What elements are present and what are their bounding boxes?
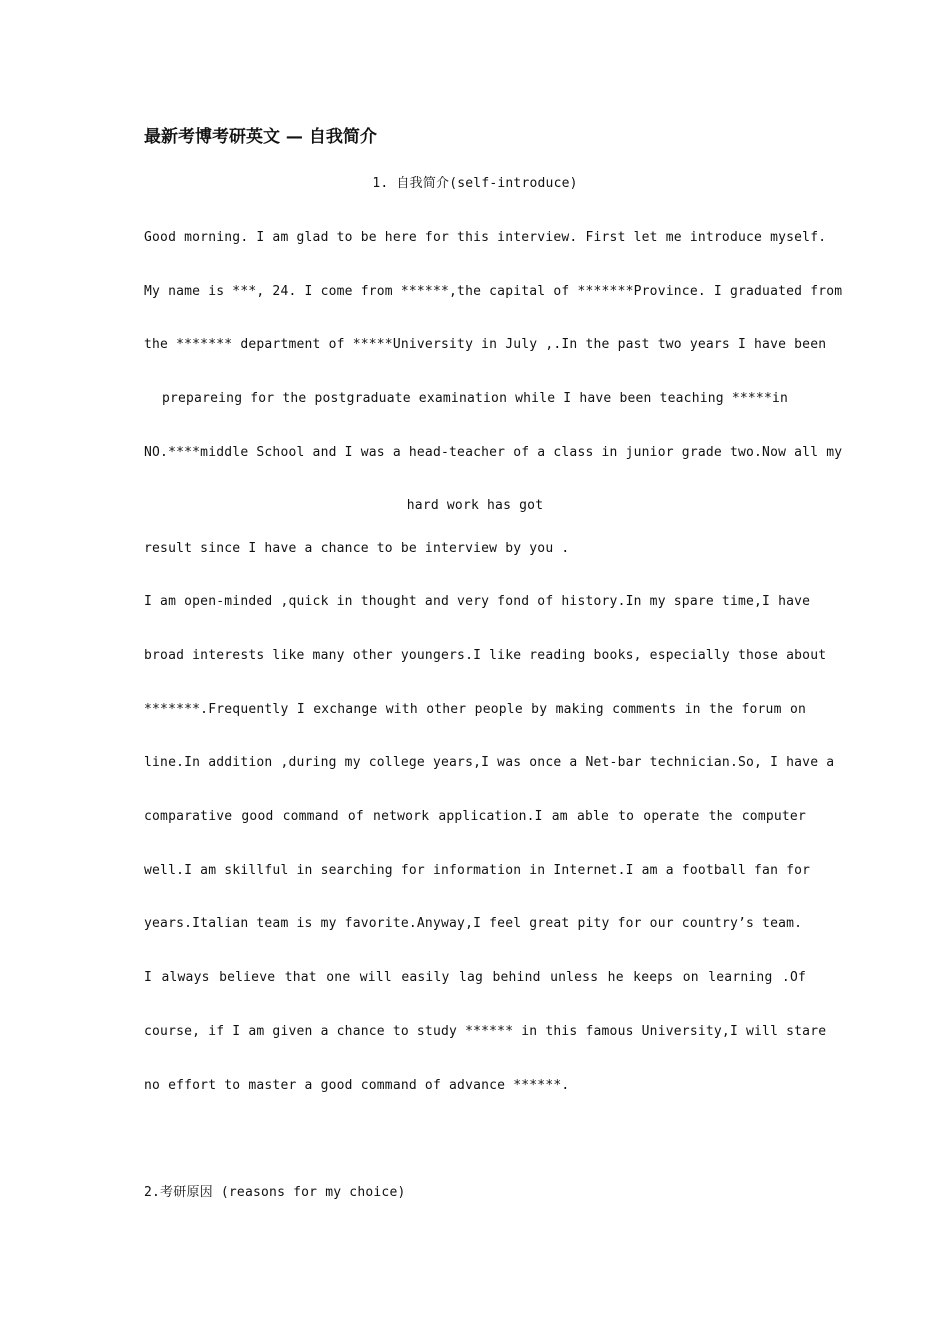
text-line: I always believe that one will easily lag behind unless he keeps on learning .Of: [144, 970, 806, 985]
section-heading-1: 1. 自我简介(self-introduce): [372, 176, 578, 191]
text-line: result since I have a chance to be interview by you .: [144, 541, 570, 556]
text-line: no effort to master a good command of advance ******.: [144, 1078, 570, 1093]
text-line: broad interests like many other youngers.I like reading books, especially those about: [144, 648, 827, 663]
text-line: My name is ***, 24. I come from ******,the capital of *******Province. I graduated from: [144, 284, 843, 299]
text-line: line.In addition ,during my college years,I was once a Net-bar technician.So, I have a: [144, 755, 835, 770]
text-line: Good morning. I am glad to be here for this interview. First let me introduce myself.: [144, 230, 827, 245]
text-line: years.Italian team is my favorite.Anyway,I feel great pity for our country’s team.: [144, 916, 803, 931]
text-line: I am open-minded ,quick in thought and very fond of history.In my spare time,I have: [144, 594, 811, 609]
text-line: hard work has got: [406, 498, 544, 513]
text-line: prepareing for the postgraduate examination while I have been teaching *****in: [161, 391, 789, 406]
text-line: the ******* department of *****University in July ,.In the past two years I have been: [144, 337, 827, 352]
text-line: comparative good command of network application.I am able to operate the computer: [144, 809, 806, 824]
page-title: 最新考博考研英文 — 自我简介: [144, 127, 377, 147]
section-heading-2: 2.考研原因 (reasons for my choice): [144, 1185, 406, 1200]
text-line: well.I am skillful in searching for information in Internet.I am a football fan for: [144, 863, 811, 878]
text-line: course, if I am given a chance to study ****** in this famous University,I will stare: [144, 1024, 827, 1039]
text-line: NO.****middle School and I was a head-teacher of a class in junior grade two.Now all my: [144, 445, 843, 460]
text-line: *******.Frequently I exchange with other people by making comments in the forum on: [144, 702, 806, 717]
